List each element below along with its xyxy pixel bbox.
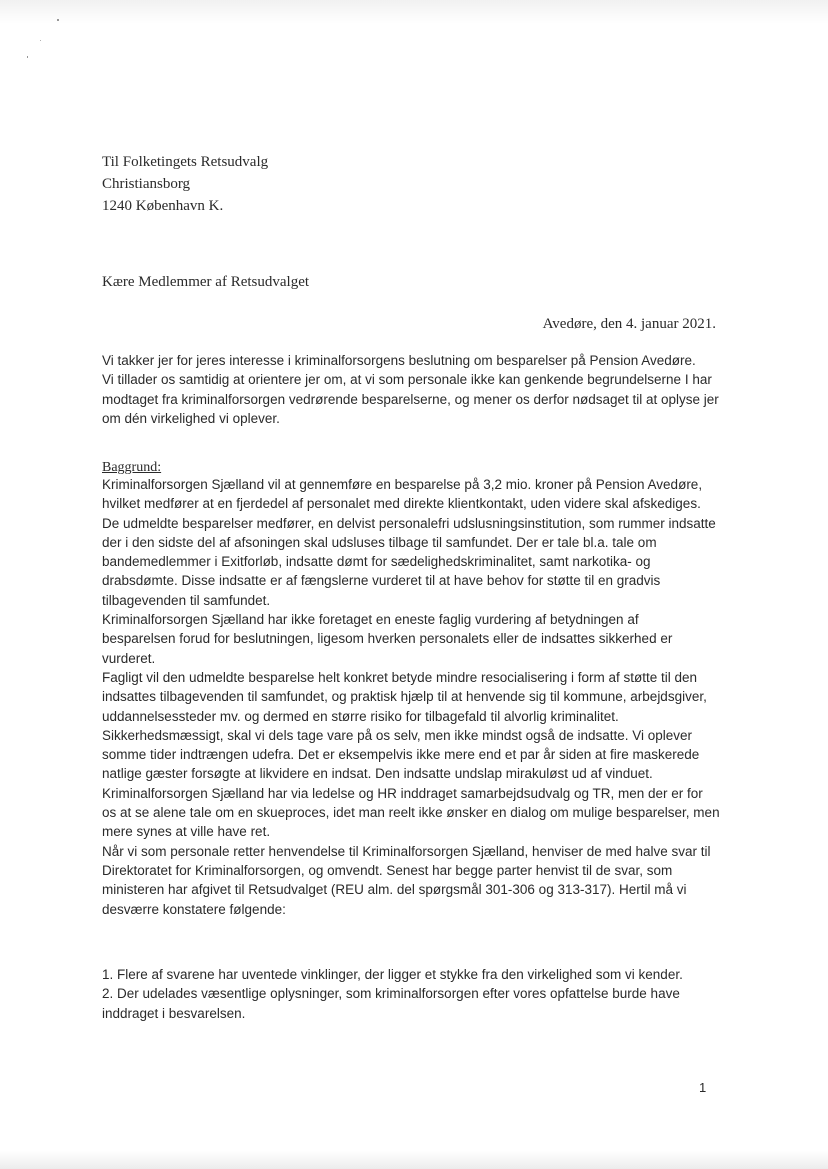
date-line: Avedøre, den 4. januar 2021. [542,316,716,332]
list-item [102,984,683,1003]
text-line: somme tider indtrængen udefra. Det er eksempelvis ikke mere end et par år siden at fire maskerede [102,747,700,763]
text-line: ministeren har afgivet til Retsudvalget (REU alm. del spørgsmål 301-306 og 313-317). Hertil må vi [102,882,687,898]
recipient-line: Til Folketingets Retsudvalg [102,154,269,170]
scan-speck [57,19,59,21]
salutation: Kære Medlemmer af Retsudvalget [102,274,310,290]
text-line: De udmeldte besparelser medfører, en delvist personalefri udslusningsinstitution, som rummer indsatte [102,515,716,531]
text-line: Når vi som personale retter henvendelse til Kriminalforsorgen Sjælland, henviser de med halve svar til [102,843,711,859]
scan-bottom-shading [0,1151,828,1169]
scan-speck [40,40,41,41]
text-line: natlige gæster forsøgte at likvidere en indsat. Den indsatte undslap mirakuløst ud af vinduet. [102,766,653,782]
list-item [102,965,683,984]
text-line: uddannelsessteder mv. og dermed en større risiko for tilbagefald til alvorlig kriminalitet. [102,708,619,724]
text-line: besparelsen forud for beslutningen, ligesom hverken personalets eller de indsattes sikkerhed er [102,631,673,647]
text-line: Kriminalforsorgen Sjælland vil at gennemføre en besparelse på 3,2 mio. kroner på Pension Avedøre, [102,477,703,492]
findings-list [102,965,683,1023]
text-line: os at se alene tale om en skueproces, idet man reelt ikke ønsker en dialog om mulige besparelser, men [102,805,720,821]
recipient-address [102,151,268,217]
text-line: indsattes tilbagevenden til samfundet, og praktisk hjælp til at henvende sig til kommune, arbejdsgiver, [102,689,707,705]
page-number: 1 [699,1080,707,1095]
text-line: modtaget fra kriminalforsorgen vedrørende besparelserne, og mener os derfor nødsaget til at oplyse jer [102,391,719,407]
text-line: Direktoratet for Kriminalforsorgen, og omvendt. Senest har begge parter henvist til de svar, som [102,862,673,878]
section-heading: Baggrund: [102,460,162,475]
list-item-text: Der udelades væsentlige oplysninger, som kriminalforsorgen efter vores opfattelse burde have [117,986,680,1002]
scan-speck [27,56,28,58]
list-item-continuation: inddraget i besvarelsen. [102,1005,246,1021]
text-line: Vi takker jer for jeres interesse i kriminalforsorgens beslutning om besparelser på Pension Avedøre. [102,353,696,368]
list-item-number: 2. [102,986,114,1002]
text-line: Kriminalforsorgen Sjælland har via ledelse og HR inddraget samarbejdsudvalg og TR, men der er for [102,785,703,801]
text-line: tilbagevenden til samfundet. [102,592,271,608]
text-line: mere synes at ville have ret. [102,824,271,840]
recipient-line: Christiansborg [102,176,191,192]
text-line: der i den sidste del af afsoningen skal udsluses tilbage til samfundet. Der er tale bl.a. tale om [102,534,657,550]
list-item-number: 1. [102,967,114,982]
recipient-line: 1240 København K. [102,198,224,214]
background-section [102,475,720,919]
text-line: vurderet. [102,650,156,666]
text-line: desværre konstatere følgende: [102,901,286,917]
text-line: Kriminalforsorgen Sjælland har ikke foretaget en eneste faglig vurdering af betydningen af [102,612,639,628]
text-line: Vi tillader os samtidig at orientere jer om, at vi som personale ikke kan genkende begrundelserne I har [102,372,712,388]
text-line: Sikkerhedsmæssigt, skal vi dels tage vare på os selv, men ikke mindst også de indsatte. Vi oplever [102,727,693,743]
scan-top-shading [0,0,828,24]
text-line: om dén virkelighed vi oplever. [102,410,280,426]
text-line: hvilket medfører at en fjerdedel af personalet med direkte klientkontakt, uden videre skal afskediges. [102,496,701,512]
text-line: bandemedlemmer i Exitforløb, indsatte dømt for sædelighedskriminalitet, samt narkotika- og [102,554,651,570]
list-item-text: Flere af svarene har uventede vinklinger, der ligger et stykke fra den virkelighed som vi kender. [117,967,683,982]
text-line: Fagligt vil den udmeldte besparelse helt konkret betyde mindre resocialisering i form af støtte til den [102,669,698,685]
text-line: drabsdømte. Disse indsatte er af fængslerne vurderet til at have behov for støtte til en gradvis [102,573,661,589]
intro-paragraph [102,351,719,428]
